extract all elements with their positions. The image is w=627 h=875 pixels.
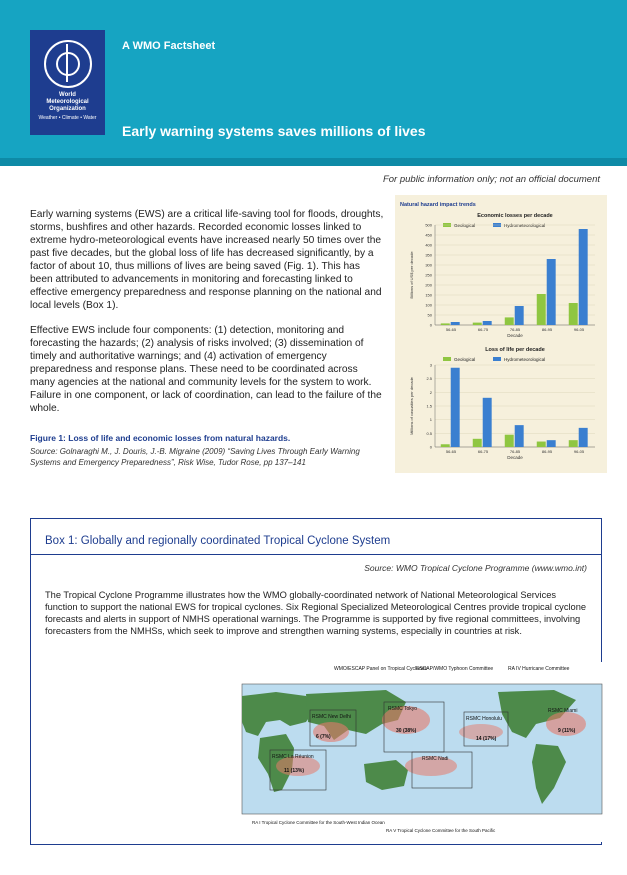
map-label-miami: RSMC Miami — [548, 708, 578, 714]
y-tick-label: 2.5 — [426, 376, 432, 382]
box-text: The Tropical Cyclone Programme illustrates how the WMO globally-coordinated network of National Meteorological Services function to support the national EWS for tropical cyclones. Six Regional Specialized Meteorological Centres provide tropical cyclone forecasts and alerts in support of NMHS operational warnings. The Programme is supported by five regional committees, involving forecasters from the NMHSs, which seek to improve and strengthen warning systems, especially in countries at risk. — [45, 590, 587, 636]
y-axis-label: Billions of US$ per decade — [409, 251, 414, 299]
logo-tagline: Weather • Climate • Water — [38, 115, 97, 121]
y-tick-label: 400 — [425, 242, 432, 248]
bar-geological-96-05 — [569, 303, 578, 325]
page-title: Early warning systems saves millions of lives — [122, 123, 426, 139]
bar-hydrometeorological-76-85 — [515, 425, 524, 447]
y-axis-label: Millions of casualties per decade — [409, 377, 414, 435]
bar-hydrometeorological-56-65 — [451, 322, 460, 325]
map-stat-atlantic: 9 (11%) — [558, 728, 576, 734]
logo-line3: Organization — [49, 106, 86, 112]
logo-line1: World — [59, 92, 76, 98]
map-stat-nw-pacific: 30 (38%) — [396, 728, 417, 734]
bar-geological-86-95 — [537, 294, 546, 325]
map-stat-ne-pacific: 14 (17%) — [476, 736, 497, 742]
x-tick-label: 66-75 — [477, 327, 489, 332]
box-source: Source: WMO Tropical Cyclone Programme (www.wmo.int) — [364, 563, 587, 573]
x-tick-label: 86-95 — [541, 449, 553, 454]
y-tick-label: 100 — [425, 302, 432, 308]
map-label-tokyo: RSMC Tokyo — [388, 706, 418, 712]
wmo-emblem-icon — [44, 40, 92, 88]
legend-swatch-1 — [493, 357, 501, 361]
x-tick-label: 56-65 — [445, 327, 457, 332]
map-label-nadi: RSMC Nadi — [422, 756, 449, 762]
y-tick-label: 2 — [429, 389, 432, 395]
x-tick-label: 66-75 — [477, 449, 489, 454]
y-tick-label: 1 — [429, 417, 432, 423]
factsheet-label: A WMO Factsheet — [122, 40, 216, 52]
box-divider — [31, 554, 601, 555]
chart-title: Economic losses per decade — [477, 213, 553, 219]
bar-geological-76-85 — [505, 435, 514, 447]
map-label-panel: WMO/ESCAP Panel on Tropical Cyclones — [334, 666, 428, 672]
bar-hydrometeorological-96-05 — [579, 229, 588, 325]
tropical-cyclone-map — [236, 662, 608, 842]
y-tick-label: 450 — [425, 232, 432, 238]
bar-hydrometeorological-86-95 — [547, 440, 556, 447]
bar-hydrometeorological-66-75 — [483, 321, 492, 325]
map-label-ra-i: RA I Tropical Cyclone Committee for the South-West Indian Ocean — [252, 820, 385, 825]
x-tick-label: 86-95 — [541, 327, 553, 332]
y-tick-label: 200 — [425, 282, 432, 288]
y-tick-label: 0.5 — [426, 430, 432, 436]
y-tick-label: 350 — [425, 252, 432, 258]
bar-geological-86-95 — [537, 442, 546, 447]
map-label-la-reunion: RSMC La Réunion — [272, 754, 314, 760]
map-label-hurricane: RA IV Hurricane Committee — [508, 666, 570, 672]
y-tick-label: 50 — [427, 312, 432, 318]
legend-label-1: Hydrometeorological — [504, 357, 546, 362]
bar-hydrometeorological-66-75 — [483, 398, 492, 447]
logo-line2: Meteorological — [46, 99, 89, 105]
chart-panel-title: Natural hazard impact trends — [400, 202, 476, 208]
y-tick-label: 250 — [425, 272, 432, 278]
header-divider — [0, 158, 627, 166]
map-stat-north-indian: 6 (7%) — [316, 734, 331, 740]
x-axis-label: Decade — [507, 333, 523, 338]
bar-hydrometeorological-56-65 — [451, 368, 460, 447]
map-label-new-delhi: RSMC New Delhi — [312, 714, 351, 720]
figure-caption: Figure 1: Loss of life and economic losses from natural hazards. — [30, 433, 291, 443]
y-tick-label: 150 — [425, 292, 432, 298]
y-tick-label: 1.5 — [426, 403, 432, 409]
bar-hydrometeorological-76-85 — [515, 306, 524, 325]
bar-geological-56-65 — [441, 323, 450, 325]
components-paragraph: Effective EWS include four components: (1) detection, monitoring and forecasting the hazards; (2) analysis of risks involved; (3) dissemination of timely and authoritative warnings; and (4) activation of emergency preparedness and response plans. These need to be coordinated across many agencies at the national and community levels for the system to work. Failure in one component, or lack of coordination, can lead to the failure of the whole. — [30, 325, 382, 414]
bar-hydrometeorological-96-05 — [579, 428, 588, 447]
x-tick-label: 76-85 — [509, 449, 521, 454]
x-axis-label: Decade — [507, 455, 523, 460]
legend-swatch-0 — [443, 357, 451, 361]
bar-geological-76-85 — [505, 317, 514, 325]
y-tick-label: 500 — [425, 222, 432, 228]
box-1 — [30, 518, 602, 845]
charts-svg — [395, 195, 607, 473]
map-label-ra-v: RA V Tropical Cyclone Committee for the South Pacific — [386, 828, 496, 833]
y-tick-label: 0 — [429, 322, 432, 328]
disclaimer: For public information only; not an official document — [382, 174, 600, 185]
bar-hydrometeorological-86-95 — [547, 259, 556, 325]
bar-geological-56-65 — [441, 444, 450, 447]
bar-geological-66-75 — [473, 439, 482, 447]
chart-title: Loss of life per decade — [485, 347, 545, 353]
x-tick-label: 76-85 — [509, 327, 521, 332]
y-tick-label: 300 — [425, 262, 432, 268]
y-tick-label: 3 — [429, 362, 432, 368]
wmo-logo — [30, 30, 105, 135]
economic-losses-chart — [409, 213, 595, 338]
map-label-honolulu: RSMC Honolulu — [466, 716, 502, 722]
legend-label-0: Geological — [454, 223, 476, 228]
intro-paragraph: Early warning systems (EWS) are a critical life-saving tool for floods, droughts, storms, bushfires and other hazards. Recorded economic losses linked to extreme hydro-meteorological events have increased nearly 50 times over the past five decades, but the global loss of life has decreased significantly, by a factor of about 10, thus millions of lives are being saved (Fig. 1). This has been attributed to advancements in monitoring and forecasting linked to effective emergency preparedness and response planning on the national and local levels (Box 1). — [30, 209, 384, 311]
y-tick-label: 0 — [429, 444, 432, 450]
bar-geological-96-05 — [569, 440, 578, 447]
bar-geological-66-75 — [473, 323, 482, 325]
map-label-typhoon: ESCAP/WMO Typhoon Committee — [416, 666, 494, 672]
x-tick-label: 56-65 — [445, 449, 457, 454]
map-stat-sw-indian: 11 (13%) — [284, 768, 305, 774]
legend-label-0: Geological — [454, 357, 476, 362]
legend-label-1: Hydrometeorological — [504, 223, 546, 228]
loss-of-life-chart — [409, 347, 595, 460]
box-title: Box 1: Globally and regionally coordinated Tropical Cyclone System — [45, 535, 391, 547]
x-tick-label: 96-05 — [573, 449, 585, 454]
chart-panel — [395, 195, 607, 473]
figure-source: Source: Golnaraghi M., J. Douris, J.-B. Migraine (2009) “Saving Lives Through Early Warning Systems and Emergency Preparedness”, Risk Wise, Tudor Rose, pp 137–141 — [30, 447, 360, 467]
x-tick-label: 96-05 — [573, 327, 585, 332]
